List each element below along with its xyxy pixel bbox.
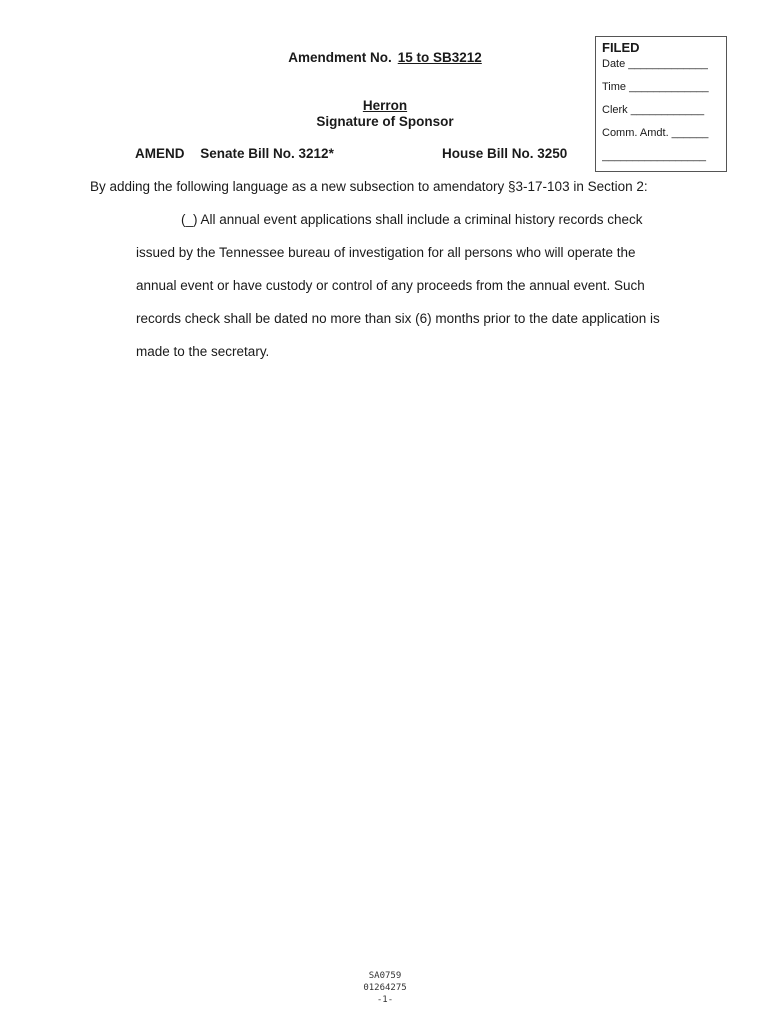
body-line: issued by the Tennessee bureau of investigation for all persons who will operate the [136,245,636,260]
filed-blank-row: _________________ [602,151,707,162]
amendment-title [200,50,570,65]
footer-doc-number: 01264275 [363,983,407,993]
amend-word: AMEND [135,146,185,161]
filed-clerk-row: Clerk ____________ [602,105,705,116]
footer-page-marker: -1- [376,995,394,1005]
page-footer [335,970,435,1006]
body-line: made to the secretary. [136,344,270,359]
filed-date-row: Date _____________ [602,59,708,70]
house-bill-number: House Bill No. 3250 [442,146,568,161]
senate-bill-number: Senate Bill No. 3212* [200,146,334,161]
filed-stamp-box [595,36,727,172]
sponsor-caption: Signature of Sponsor [316,114,454,129]
body-line: annual event or have custody or control of any proceeds from the annual event. Such [136,278,645,293]
filed-title: FILED [602,40,640,55]
sponsor-name: Herron [362,98,408,113]
filed-comm-amdt-row: Comm. Amdt. ______ [602,128,709,139]
amendment-label: Amendment No. [288,50,392,65]
filed-time-row: Time _____________ [602,82,709,93]
amendment-number: 15 to SB3212 [397,50,482,65]
body-line: records check shall be dated no more than six (6) months prior to the date application is [136,311,660,326]
body-line: (_) All annual event applications shall include a criminal history records check [181,212,643,227]
footer-doc-code: SA0759 [368,971,402,981]
amend-line [135,146,575,161]
intro-paragraph: By adding the following language as a new subsection to amendatory §3-17-103 in Section 2: [90,179,648,194]
